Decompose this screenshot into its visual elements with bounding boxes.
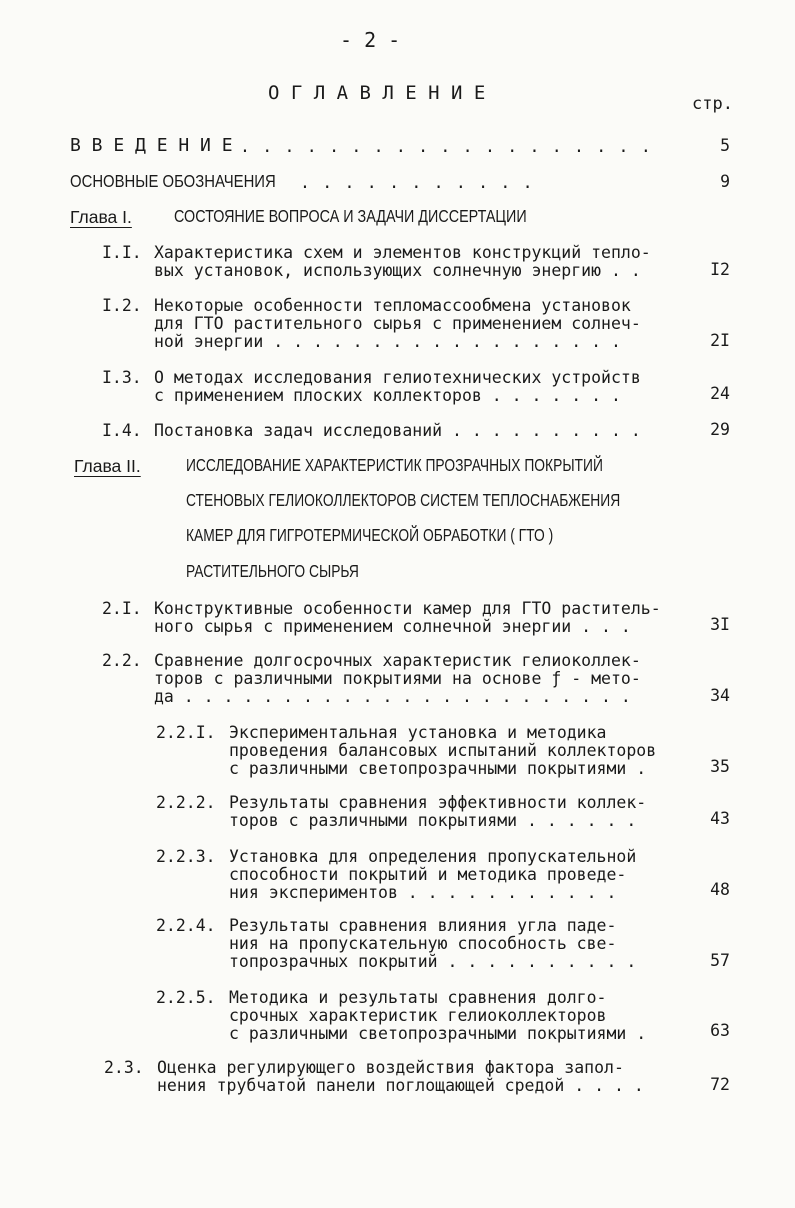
toc-2-2-3-number: 2.2.3. bbox=[156, 847, 216, 866]
toc-1-3-line-1: О методах исследования гелиотехнических устройств bbox=[154, 368, 641, 387]
chapter-1-label: Глава I. bbox=[70, 207, 132, 227]
toc-1-1-line-2: вых установок, использующих солнечную энергию . . bbox=[154, 261, 641, 280]
toc-1-1-page: I2 bbox=[710, 260, 730, 279]
toc-2-2-1-line-1: Экспериментальная установка и методика bbox=[229, 723, 607, 742]
toc-2-2-3-page: 48 bbox=[710, 880, 730, 899]
toc-2-2-5-line-1: Методика и результаты сравнения долго- bbox=[229, 988, 607, 1007]
toc-2-1-line-2: ного сырья с применением солнечной энергии . . . bbox=[154, 617, 631, 636]
toc-2-2-2-line-2: торов с различными покрытиями . . . . . . bbox=[229, 811, 637, 830]
toc-2-3-line-2: нения трубчатой панели поглощающей средой . . . . bbox=[157, 1076, 644, 1095]
toc-2-1-number: 2.I. bbox=[102, 599, 142, 618]
toc-2-2-4-page: 57 bbox=[710, 951, 730, 970]
toc-2-3-page: 72 bbox=[710, 1075, 730, 1094]
toc-1-4-number: I.4. bbox=[102, 421, 142, 440]
toc-2-2-4-line-3: топрозрачных покрытий . . . . . . . . . . bbox=[229, 952, 637, 971]
toc-1-4-page: 29 bbox=[710, 420, 730, 439]
toc-2-2-1-line-2: проведения балансовых испытаний коллекторов bbox=[229, 741, 657, 760]
toc-2-1-page: 3I bbox=[710, 615, 730, 634]
page-number: - 2 - bbox=[340, 28, 401, 52]
toc-2-2-3-line-3: ния экспериментов . . . . . . . . . . . bbox=[229, 883, 617, 902]
toc-2-2-3-line-2: способности покрытий и методика проведе- bbox=[229, 865, 627, 884]
chapter-2-title-line-4: РАСТИТЕЛЬНОГО СЫРЬЯ bbox=[186, 561, 359, 581]
toc-notation-page: 9 bbox=[720, 172, 730, 191]
toc-intro-label: В В Е Д Е Н И Е bbox=[70, 135, 233, 156]
toc-1-2-page: 2I bbox=[710, 331, 730, 350]
toc-2-2-5-line-3: с различными светопрозрачными покрытиями . bbox=[229, 1024, 647, 1043]
toc-notation-label: ОСНОВНЫЕ ОБОЗНАЧЕНИЯ bbox=[70, 171, 276, 191]
toc-2-2-line-3: да . . . . . . . . . . . . . . . . . . . . . . . bbox=[154, 687, 631, 706]
toc-2-1-line-1: Конструктивные особенности камер для ГТО раститель- bbox=[154, 599, 661, 618]
toc-1-2-line-3: ной энергии . . . . . . . . . . . . . . . . . . bbox=[154, 332, 621, 351]
toc-2-2-1-line-3: с различными светопрозрачными покрытиями . bbox=[229, 759, 647, 778]
toc-2-3-number: 2.3. bbox=[104, 1058, 144, 1077]
toc-1-1-line-1: Характеристика схем и элементов конструкций тепло- bbox=[154, 243, 651, 262]
toc-1-2-line-1: Некоторые особенности тепломассообмена установок bbox=[154, 296, 631, 315]
toc-2-2-4-number: 2.2.4. bbox=[156, 916, 216, 935]
page-column-label: стр. bbox=[692, 94, 733, 114]
toc-2-2-5-number: 2.2.5. bbox=[156, 988, 216, 1007]
chapter-1-title: СОСТОЯНИЕ ВОПРОСА И ЗАДАЧИ ДИССЕРТАЦИИ bbox=[174, 206, 527, 226]
toc-1-2-line-2: для ГТО растительного сырья с применением солнеч- bbox=[154, 314, 641, 333]
toc-intro-dots: . . . . . . . . . . . . . . . . . . . bbox=[240, 137, 652, 156]
toc-1-3-number: I.3. bbox=[102, 368, 142, 387]
toc-2-2-3-line-1: Установка для определения пропускательной bbox=[229, 847, 637, 866]
toc-2-2-2-line-1: Результаты сравнения эффективности коллек- bbox=[229, 793, 647, 812]
toc-1-3-line-2: с применением плоских коллекторов . . . . . . . bbox=[154, 386, 621, 405]
toc-2-2-line-1: Сравнение долгосрочных характеристик гелиоколлек- bbox=[154, 651, 641, 670]
toc-1-3-page: 24 bbox=[710, 384, 730, 403]
toc-1-1-number: I.I. bbox=[102, 243, 142, 262]
toc-2-2-page: 34 bbox=[710, 686, 730, 705]
toc-2-2-1-number: 2.2.I. bbox=[156, 723, 216, 742]
toc-intro-page: 5 bbox=[720, 136, 730, 155]
toc-1-2-number: I.2. bbox=[102, 296, 142, 315]
chapter-2-title-line-3: КАМЕР ДЛЯ ГИГРОТЕРМИЧЕСКОЙ ОБРАБОТКИ ( ГТО ) bbox=[186, 525, 554, 545]
chapter-2-title-line-1: ИССЛЕДОВАНИЕ ХАРАКТЕРИСТИК ПРОЗРАЧНЫХ ПОКРЫТИЙ bbox=[186, 455, 603, 475]
toc-2-2-number: 2.2. bbox=[102, 651, 142, 670]
toc-2-2-line-2: торов с различными покрытиями на основе ƒ - мето- bbox=[154, 669, 641, 688]
toc-2-2-1-page: 35 bbox=[710, 757, 730, 776]
toc-2-2-2-page: 43 bbox=[710, 809, 730, 828]
toc-1-4-line-1: Постановка задач исследований . . . . . . . . . . bbox=[154, 421, 641, 440]
toc-2-2-4-line-2: ния на пропускательную способность све- bbox=[229, 934, 617, 953]
toc-2-3-line-1: Оценка регулирующего воздействия фактора запол- bbox=[157, 1058, 624, 1077]
toc-2-2-4-line-1: Результаты сравнения влияния угла паде- bbox=[229, 916, 617, 935]
toc-2-2-5-page: 63 bbox=[710, 1021, 730, 1040]
toc-2-2-5-line-2: срочных характеристик гелиоколлекторов bbox=[229, 1006, 607, 1025]
toc-notation-dots: . . . . . . . . . . . bbox=[300, 173, 534, 192]
chapter-2-title-line-2: СТЕНОВЫХ ГЕЛИОКОЛЛЕКТОРОВ СИСТЕМ ТЕПЛОСНАБЖЕНИЯ bbox=[186, 490, 621, 510]
contents-title: О Г Л А В Л Е Н И Е bbox=[268, 82, 486, 104]
toc-2-2-2-number: 2.2.2. bbox=[156, 793, 216, 812]
chapter-2-label: Глава II. bbox=[74, 456, 141, 476]
